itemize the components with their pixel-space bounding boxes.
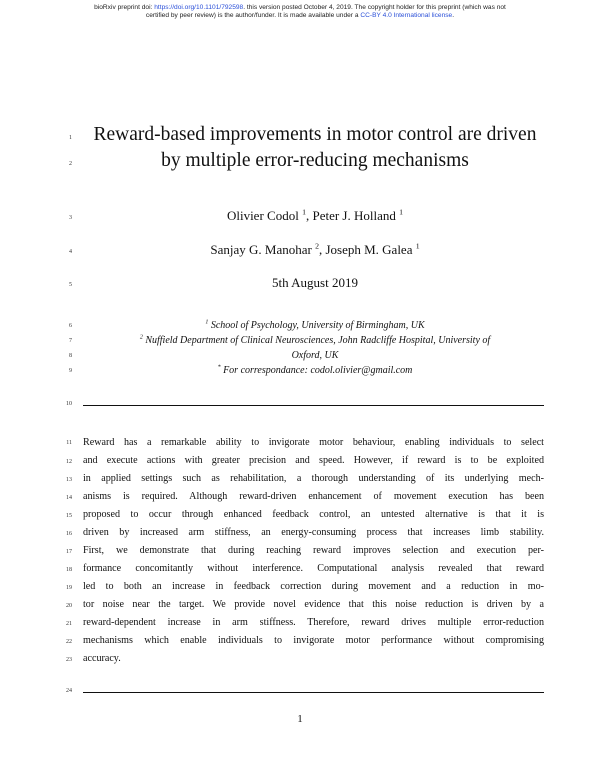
line-number: 24 — [66, 688, 72, 694]
author-affiliation-mark: 1 — [399, 207, 404, 217]
abstract-line: accuracy. — [83, 653, 121, 664]
line-number: 4 — [69, 249, 72, 255]
line-number: 2 — [69, 161, 72, 167]
abstract-line: and execute actions with greater precision and speed. However, if reward is to be exploited — [83, 455, 544, 466]
line-number: 17 — [66, 549, 72, 555]
abstract-line: mechanisms which enable individuals to invigorate motor performance without compromising — [83, 635, 544, 646]
line-number: 11 — [66, 440, 72, 446]
line-number: 5 — [69, 282, 72, 288]
correspondence: * For correspondance: codol.olivier@gmail.com — [217, 364, 413, 376]
line-number: 10 — [66, 401, 72, 407]
line-number: 15 — [66, 513, 72, 519]
abstract-line: reward-dependent increase in arm stiffness. Therefore, reward drives multiple error-reduction — [83, 617, 544, 628]
abstract-line: driven by increased arm stiffness, an energy-consuming process that increases limb stability. — [83, 527, 544, 538]
line-number: 16 — [66, 531, 72, 537]
line-number: 21 — [66, 621, 72, 627]
author-name: , Peter J. Holland — [305, 208, 396, 223]
preprint-banner — [0, 4, 600, 20]
abstract-line: tor noise near the target. We provide novel evidence that this noise reduction is driven by a — [83, 599, 544, 610]
top-rule — [83, 405, 544, 406]
author-affiliation-mark: 1 — [415, 241, 420, 251]
line-number: 19 — [66, 585, 72, 591]
title-line-1: Reward-based improvements in motor control are driven — [93, 124, 537, 145]
abstract-line: First, we demonstrate that during reaching reward improves selection and execution per- — [83, 545, 544, 556]
line-number: 12 — [66, 459, 72, 465]
paper-title — [80, 122, 550, 174]
author-affiliation-mark: 1 — [302, 207, 306, 217]
author-name: Olivier Codol — [226, 208, 299, 223]
page-number: 1 — [297, 713, 303, 725]
line-number: 6 — [69, 323, 72, 329]
banner-line-2: certified by peer review) is the author/funder. It is made available under a CC-BY 4.0 International license. — [145, 12, 455, 19]
affiliations — [80, 318, 550, 378]
author-line-1 — [80, 208, 550, 224]
author-affiliation-mark: 2 — [315, 241, 319, 251]
abstract-line: in applied settings such as rehabilitation, a thorough understanding of its underlying mech- — [83, 473, 544, 484]
author-line-2 — [80, 242, 550, 258]
abstract-line: formance concomitantly without interference. Computational analysis revealed that reward — [83, 563, 544, 574]
line-number: 22 — [66, 639, 72, 645]
line-number: 18 — [66, 567, 72, 573]
license-link[interactable]: CC-BY 4.0 International license — [360, 12, 453, 19]
line-number: 1 — [69, 135, 72, 141]
line-number: 8 — [69, 353, 72, 359]
abstract-line: led to both an increase in feedback correction during movement and a reduction in mo- — [83, 581, 544, 592]
banner-line-1: bioRxiv preprint doi: https://doi.org/10.1101/792598. this version posted October 4, 2019. The copyright holder for this preprint (which was not — [94, 4, 506, 11]
paper-date: 5th August 2019 — [272, 275, 358, 290]
line-number: 7 — [69, 338, 72, 344]
bottom-rule — [83, 692, 544, 693]
author-name: , Joseph M. Galea — [318, 242, 413, 257]
affiliation-1: $^1$ School of Psychology, University of Birmingham, UK — [205, 319, 425, 331]
line-number: 20 — [66, 603, 72, 609]
abstract-line: anisms is required. Although reward-driven enhancement of movement execution has been — [83, 491, 544, 502]
doi-link[interactable]: https://doi.org/10.1101/792598 — [154, 4, 244, 11]
abstract-line: Reward has a remarkable ability to invigorate motor behaviour, enabling individuals to select — [83, 437, 544, 448]
line-number: 14 — [66, 495, 72, 501]
author-name: Sanjay G. Manohar — [210, 242, 312, 257]
title-line-2: by multiple error-reducing mechanisms — [161, 150, 469, 171]
line-number: 3 — [69, 215, 72, 221]
affiliation-2: $^2$ Nuffield Department of Clinical Neurosciences, John Radcliffe Hospital, University of — [139, 334, 491, 346]
abstract-line: proposed to occur through enhanced feedback control, an untested alternative is that it is — [83, 509, 544, 520]
affiliation-2-cont: Oxford, UK — [291, 350, 339, 361]
line-number: 9 — [69, 368, 72, 374]
line-number: 23 — [66, 657, 72, 663]
line-number: 13 — [66, 477, 72, 483]
